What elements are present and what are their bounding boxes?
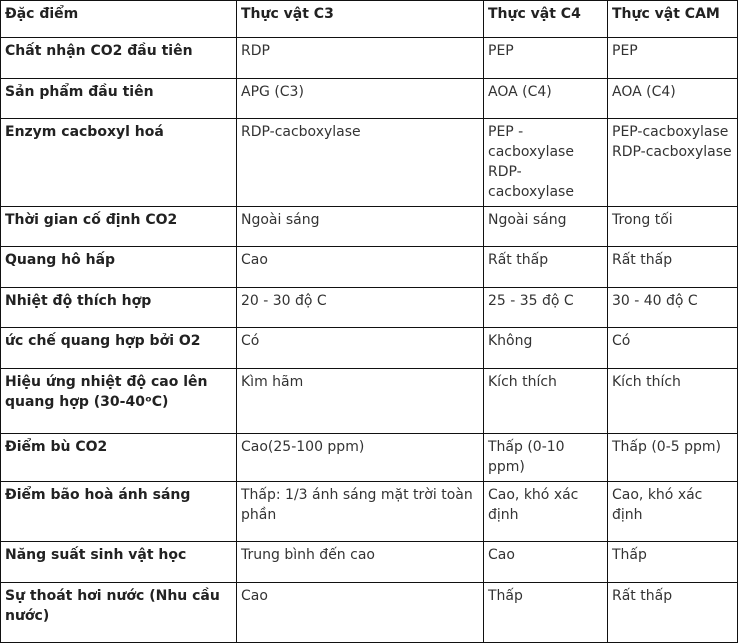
row-c3-value: Thấp: 1/3 ánh sáng mặt trời toàn phần bbox=[237, 482, 484, 542]
header-cam: Thực vật CAM bbox=[608, 1, 738, 38]
table-row bbox=[1, 482, 738, 542]
row-c3-value: RDP bbox=[237, 38, 484, 79]
table-row bbox=[1, 542, 738, 583]
row-cam-value: Rất thấp bbox=[608, 583, 738, 643]
row-c4-value: Ngoài sáng bbox=[484, 207, 608, 247]
row-feature: Quang hô hấp bbox=[1, 247, 237, 288]
row-feature: Hiệu ứng nhiệt độ cao lên quang hợp (30-40ᵒC) bbox=[1, 369, 237, 434]
row-cam-value: Thấp bbox=[608, 542, 738, 583]
table-row bbox=[1, 207, 738, 247]
row-c4-value: AOA (C4) bbox=[484, 79, 608, 119]
row-c3-value: APG (C3) bbox=[237, 79, 484, 119]
row-feature: Sản phẩm đầu tiên bbox=[1, 79, 237, 119]
row-cam-value: Có bbox=[608, 328, 738, 369]
row-feature: Enzym cacboxyl hoá bbox=[1, 119, 237, 207]
row-cam-value: Trong tối bbox=[608, 207, 738, 247]
table-row bbox=[1, 369, 738, 434]
table-row bbox=[1, 288, 738, 328]
row-cam-value: PEP bbox=[608, 38, 738, 79]
row-cam-value: PEP-cacboxylase RDP-cacboxylase bbox=[608, 119, 738, 207]
row-c3-value: Cao bbox=[237, 247, 484, 288]
row-feature: Thời gian cố định CO2 bbox=[1, 207, 237, 247]
row-c3-value: Cao(25-100 ppm) bbox=[237, 434, 484, 482]
row-cam-value: Rất thấp bbox=[608, 247, 738, 288]
row-c3-value: Trung bình đến cao bbox=[237, 542, 484, 583]
row-c4-value: Thấp (0-10 ppm) bbox=[484, 434, 608, 482]
row-feature: Chất nhận CO2 đầu tiên bbox=[1, 38, 237, 79]
table-row bbox=[1, 583, 738, 643]
row-c3-value: Có bbox=[237, 328, 484, 369]
row-feature: ức chế quang hợp bởi O2 bbox=[1, 328, 237, 369]
row-cam-value: Kích thích bbox=[608, 369, 738, 434]
row-feature: Nhiệt độ thích hợp bbox=[1, 288, 237, 328]
table-row bbox=[1, 247, 738, 288]
table-row bbox=[1, 328, 738, 369]
row-cam-value: Cao, khó xác định bbox=[608, 482, 738, 542]
row-c4-value: Rất thấp bbox=[484, 247, 608, 288]
row-c4-value: Cao bbox=[484, 542, 608, 583]
row-c3-value: Kìm hãm bbox=[237, 369, 484, 434]
table-row bbox=[1, 119, 738, 207]
table-header-row bbox=[1, 1, 738, 38]
row-feature: Điểm bù CO2 bbox=[1, 434, 237, 482]
row-c4-value: Thấp bbox=[484, 583, 608, 643]
row-feature: Điểm bão hoà ánh sáng bbox=[1, 482, 237, 542]
row-cam-value: Thấp (0-5 ppm) bbox=[608, 434, 738, 482]
table-row bbox=[1, 38, 738, 79]
row-c4-value: 25 - 35 độ C bbox=[484, 288, 608, 328]
header-c4: Thực vật C4 bbox=[484, 1, 608, 38]
header-c3: Thực vật C3 bbox=[237, 1, 484, 38]
row-feature: Sự thoát hơi nước (Nhu cầu nước) bbox=[1, 583, 237, 643]
row-c3-value: RDP-cacboxylase bbox=[237, 119, 484, 207]
row-c4-value: PEP - cacboxylase RDP-cacboxylase bbox=[484, 119, 608, 207]
row-c4-value: PEP bbox=[484, 38, 608, 79]
row-c4-value: Cao, khó xác định bbox=[484, 482, 608, 542]
header-feature: Đặc điểm bbox=[1, 1, 237, 38]
row-cam-value: AOA (C4) bbox=[608, 79, 738, 119]
row-c3-value: 20 - 30 độ C bbox=[237, 288, 484, 328]
row-cam-value: 30 - 40 độ C bbox=[608, 288, 738, 328]
row-c3-value: Ngoài sáng bbox=[237, 207, 484, 247]
table-row bbox=[1, 79, 738, 119]
row-c4-value: Kích thích bbox=[484, 369, 608, 434]
row-feature: Năng suất sinh vật học bbox=[1, 542, 237, 583]
row-c3-value: Cao bbox=[237, 583, 484, 643]
row-c4-value: Không bbox=[484, 328, 608, 369]
table-row bbox=[1, 434, 738, 482]
